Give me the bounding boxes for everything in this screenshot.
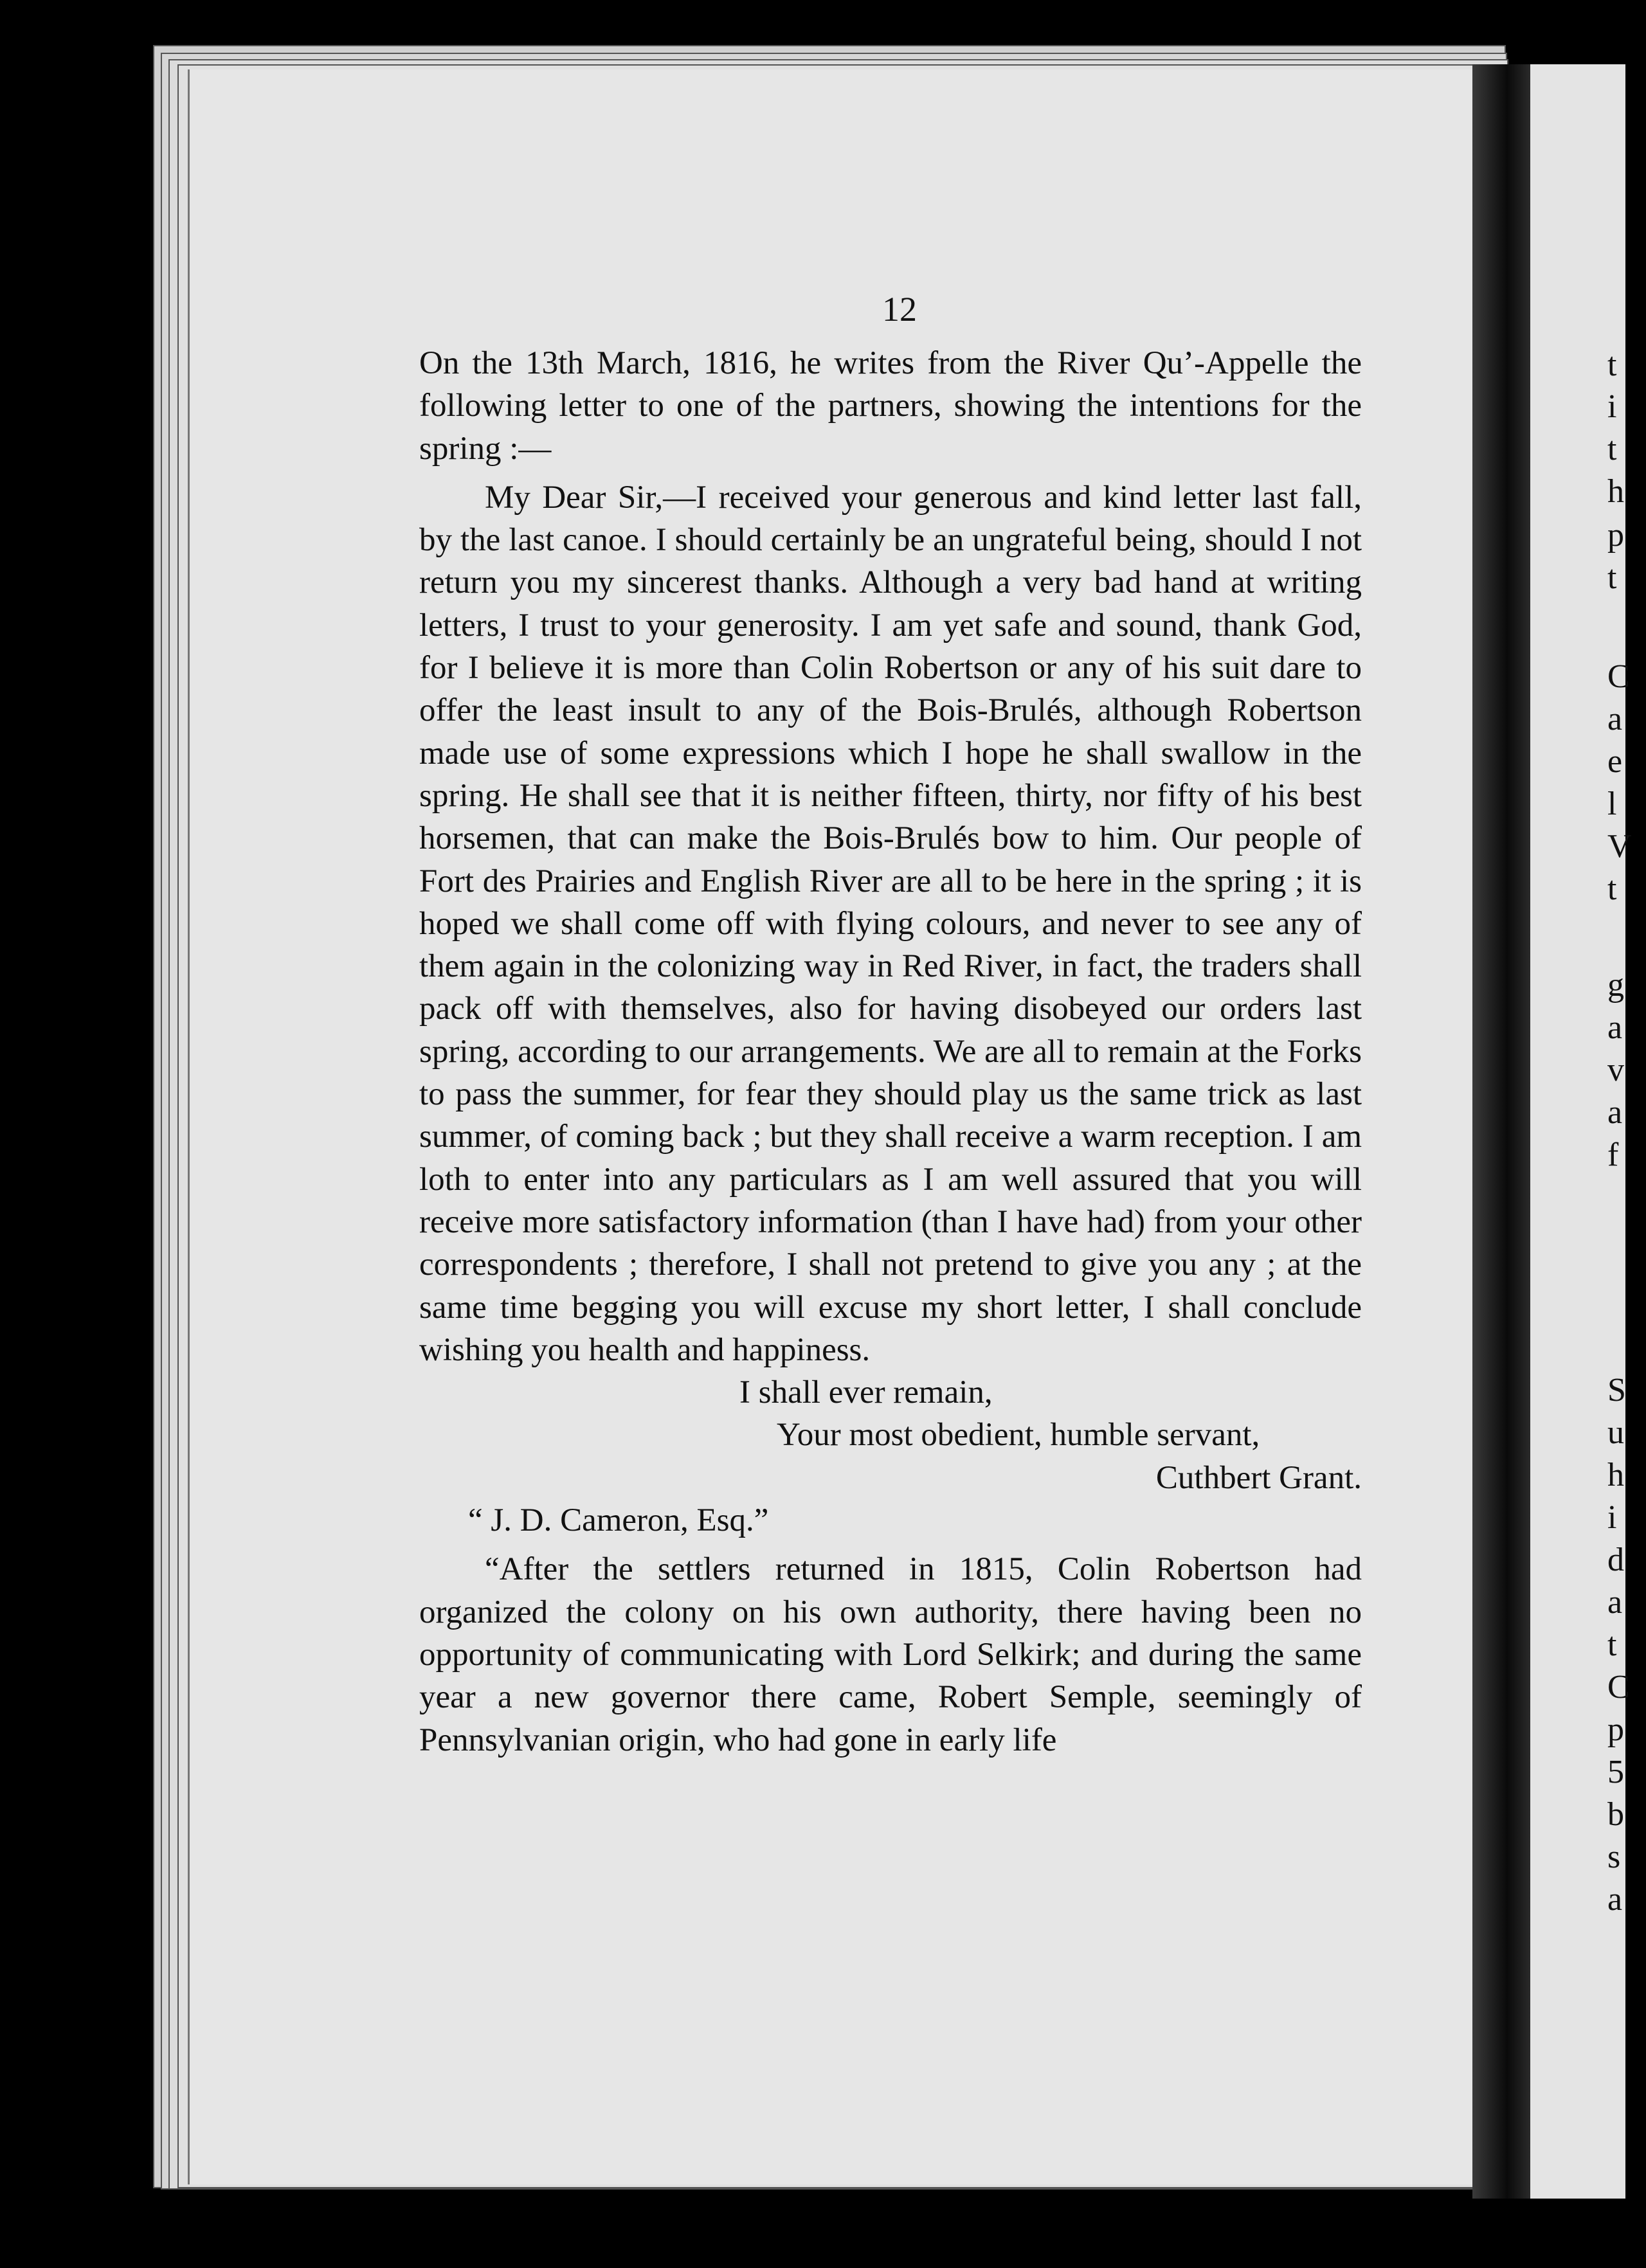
- facing-fragment: g: [1607, 967, 1624, 1004]
- facing-fragment: l: [1607, 786, 1617, 822]
- letter-addressee: “ J. D. Cameron, Esq.”: [468, 1502, 769, 1539]
- facing-fragment: i: [1607, 1499, 1617, 1536]
- facing-fragment: a: [1607, 1094, 1623, 1131]
- facing-page-fragments: [1607, 64, 1646, 2199]
- facing-fragment: V: [1607, 828, 1632, 865]
- facing-fragment: a: [1607, 1584, 1623, 1621]
- facing-fragment: i: [1607, 388, 1617, 425]
- facing-page: [1530, 64, 1632, 2199]
- facing-fragment: t: [1607, 1626, 1617, 1663]
- facing-fragment: h: [1607, 473, 1624, 510]
- facing-fragment: a: [1607, 1881, 1623, 1918]
- facing-fragment: t: [1607, 870, 1617, 907]
- facing-fragment: p: [1607, 517, 1624, 554]
- facing-fragment: u: [1607, 1414, 1624, 1451]
- facing-fragment: v: [1607, 1052, 1624, 1088]
- facing-fragment: h: [1607, 1457, 1624, 1493]
- letter-closing: I shall ever remain,: [739, 1374, 993, 1411]
- letter-paragraph: My Dear Sir,—I received your generous and kind letter last fall, by the last canoe. I should certainly be an ungrateful being, should I not return you my sincerest thanks. Although a very bad hand at writing letters, I trust to your generosity. I am yet safe and sound, thank God, for I believe it is more than Colin Robertson or any of his suit dare to offer the least insult to any of the Bois-Brulés, although Robertson made use of some expressions which I hope he shall swallow in the spring. He shall see that it is neither fifteen, thirty, nor fifty of his best horsemen, that can make the Bois-Brulés bow to him. Our people of Fort des Prairies and English River are all to be here in the spring ; it is hoped we shall come off with flying colours, and never to see any of them again in the colonizing way in Red River, in fact, the traders shall pack off with themselves, also for having disobeyed our orders last spring, according to our arrangements. We are all to remain at the Forks to pass the summer, for fear they should play us the same trick as last summer, of coming back ; but they shall receive a warm reception. I am loth to enter into any particulars as I am well assured that you will receive more satisfactory information (than I have had) from your other correspondents ; therefore, I shall not pretend to give you any ; at the same time begging you will excuse my short letter, I shall conclude wishing you health and happiness.: [419, 479, 1362, 1368]
- facing-fragment: S: [1607, 1372, 1626, 1408]
- facing-fragment: a: [1607, 701, 1623, 737]
- facing-fragment: b: [1607, 1796, 1624, 1833]
- intro-paragraph: On the 13th March, 1816, he writes from the River Qu’-Appelle the following letter to one of the partners, showing the intentions for the spring :—: [419, 345, 1362, 467]
- facing-fragment: e: [1607, 743, 1623, 780]
- facing-fragment: t: [1607, 431, 1617, 467]
- facing-fragment: s: [1607, 1839, 1621, 1875]
- facing-fragment: C: [1607, 658, 1630, 695]
- facing-fragment: f: [1607, 1137, 1619, 1173]
- facing-fragment: t: [1607, 346, 1617, 383]
- page-number: 12: [882, 290, 917, 328]
- letter-signature: Cuthbert Grant.: [1155, 1459, 1362, 1496]
- page-text: [419, 342, 1362, 1761]
- facing-fragment: t: [1607, 559, 1617, 596]
- facing-fragment: C: [1607, 1669, 1630, 1706]
- facing-fragment: 5: [1607, 1754, 1624, 1790]
- letter-closing-salutation: Your most obedient, humble servant,: [777, 1417, 1260, 1454]
- book-gutter: [1472, 64, 1530, 2199]
- facing-fragment: d: [1607, 1542, 1624, 1578]
- narrative-paragraph: “After the settlers returned in 1815, Colin Robertson had organized the colony on his own authority, there having been no opportunity of communicating with Lord Selkirk; and during the same year a new governor there came, Robert Semple, seemingly of Pennsylvanian origin, who had gone in early life: [419, 1551, 1362, 1758]
- facing-fragment: p: [1607, 1711, 1624, 1748]
- facing-fragment: a: [1607, 1009, 1623, 1046]
